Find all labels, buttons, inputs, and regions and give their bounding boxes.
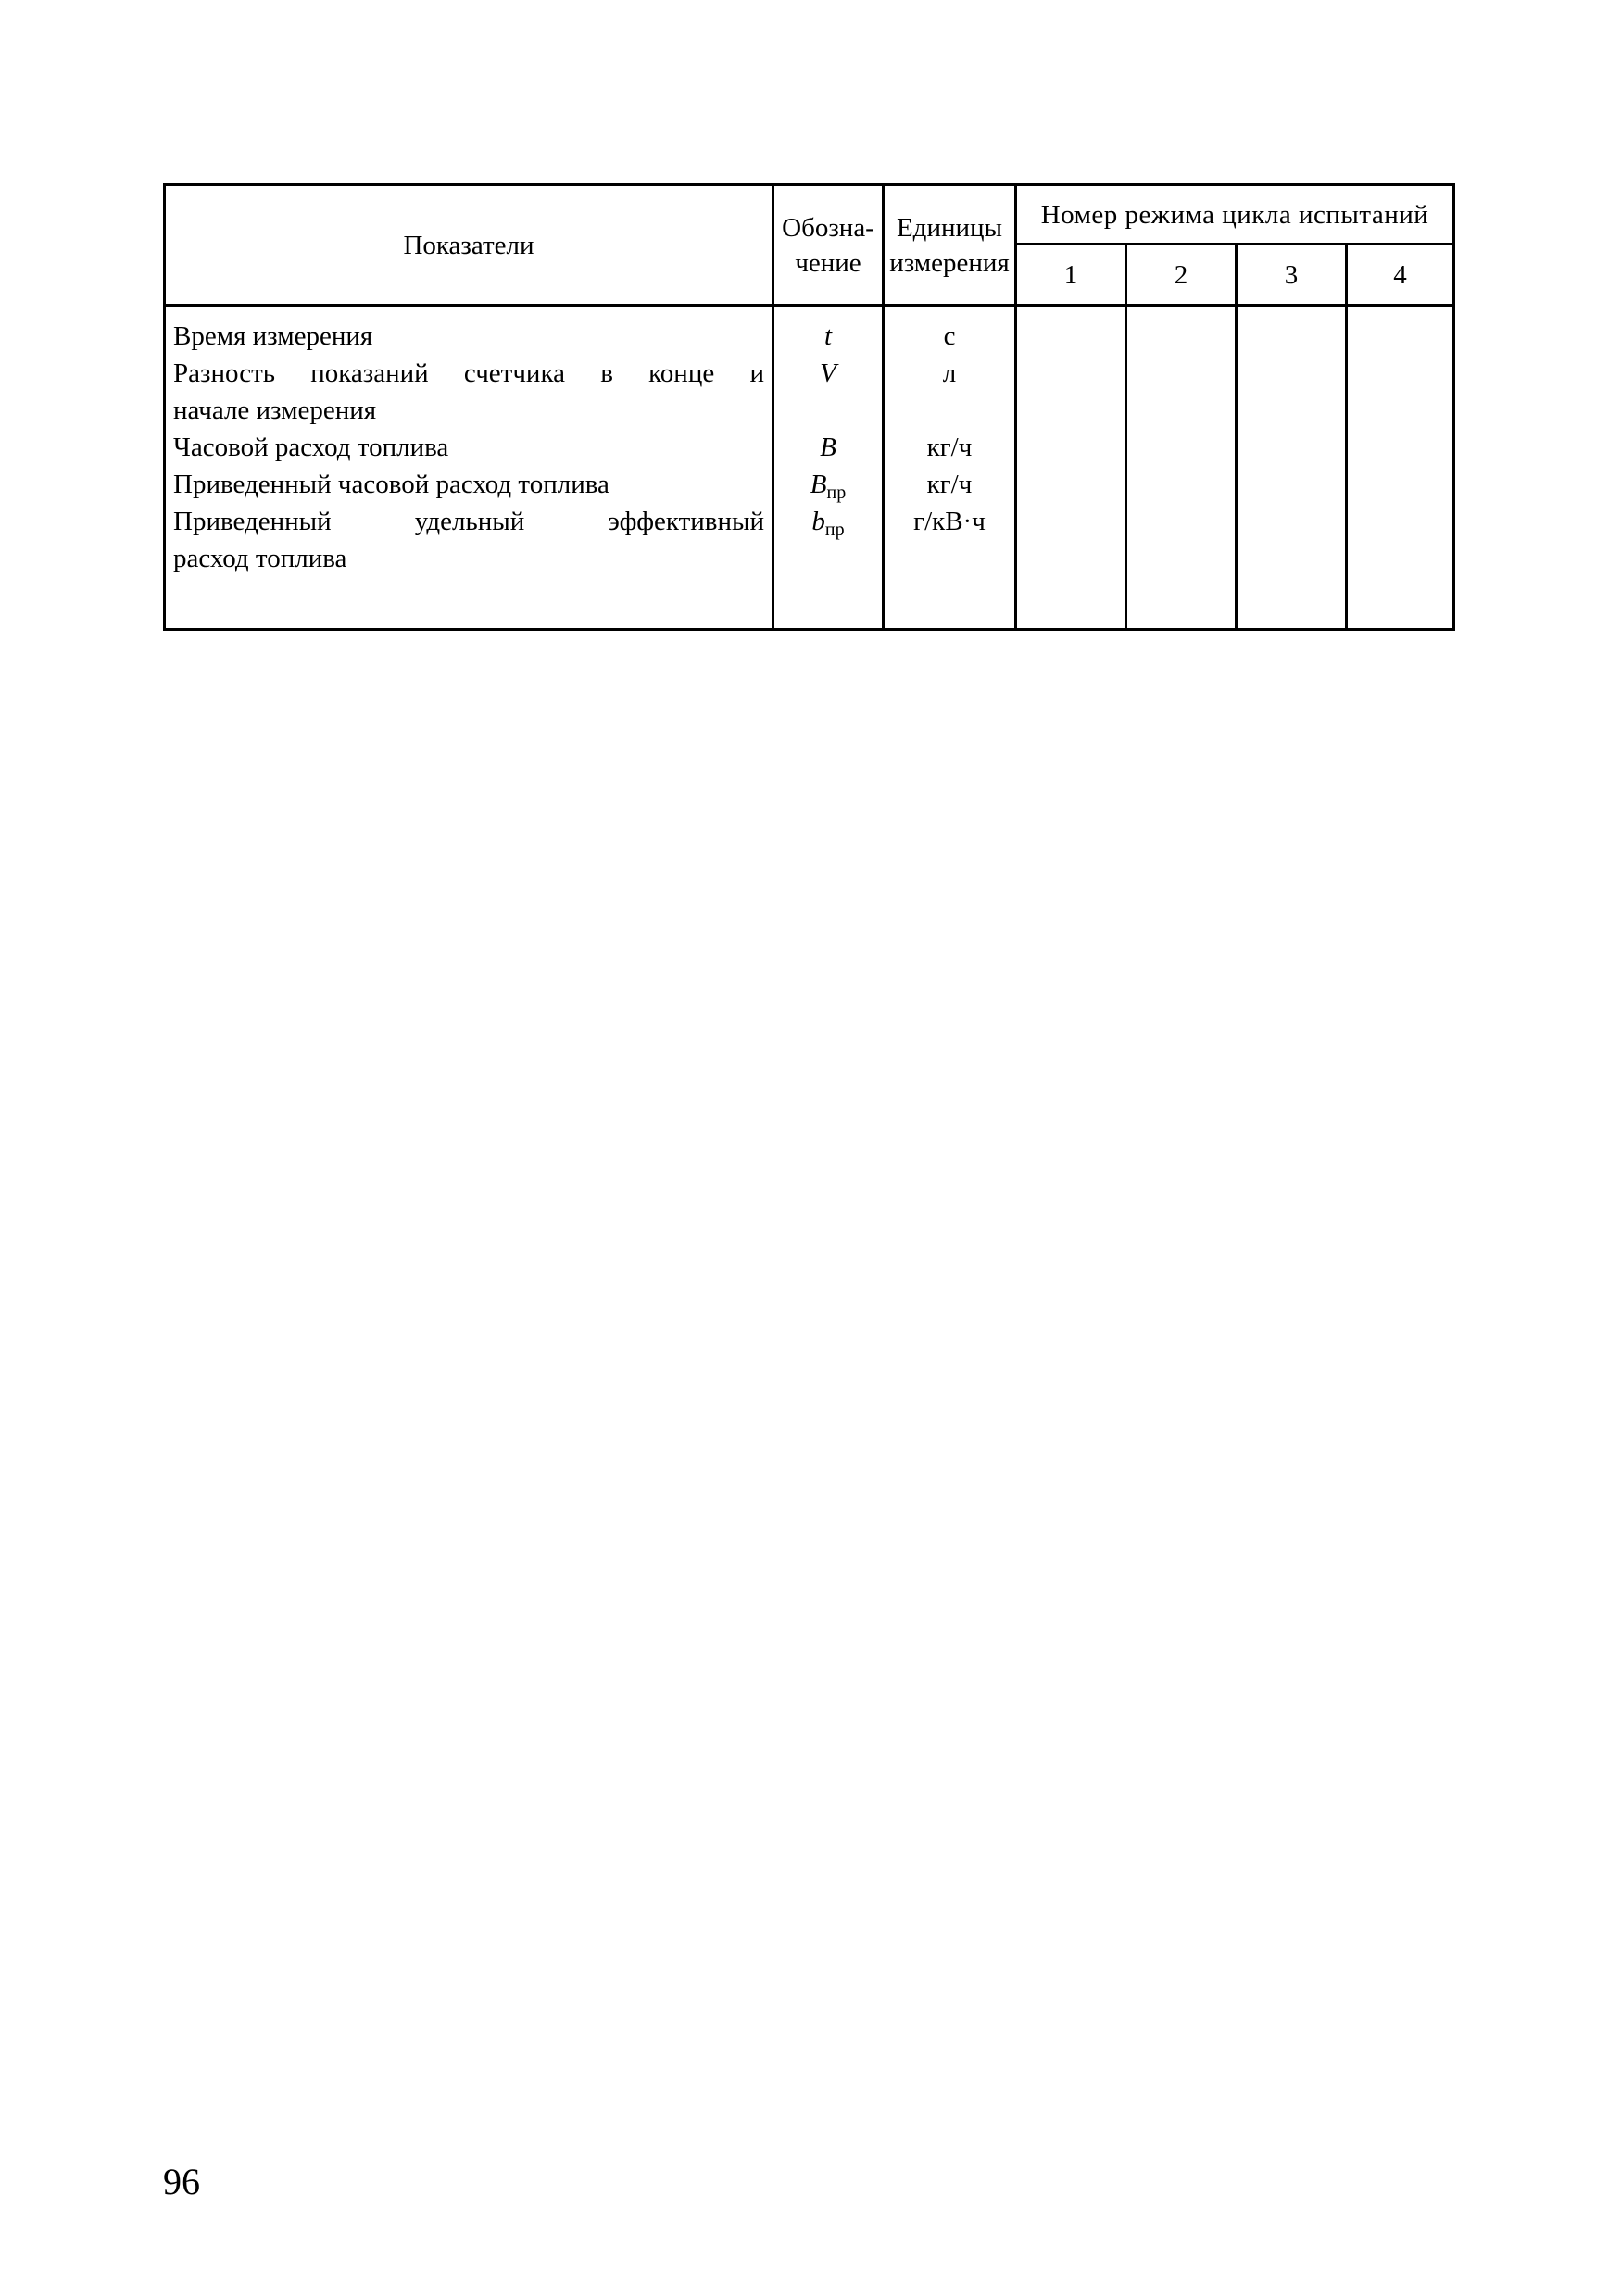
symbol	[774, 503, 882, 540]
header-designation-line-1: Обозна-	[782, 212, 874, 243]
table-body-row	[165, 306, 1454, 630]
header-designation	[773, 185, 884, 306]
symbols-cell	[773, 306, 884, 630]
symbol-subscript: пр	[824, 520, 845, 540]
mode-3-values-cell	[1237, 306, 1347, 630]
indicator-name-continued: начале измерения	[173, 395, 377, 425]
symbol-spacer	[774, 392, 882, 429]
fuel-consumption-table	[163, 183, 1455, 631]
unit: г/кВ·ч	[913, 507, 986, 536]
symbol	[774, 466, 882, 503]
indicator-name: Часовой расход топлива	[173, 433, 449, 462]
symbol	[774, 355, 882, 392]
header-mode-4: 4	[1347, 245, 1454, 306]
header-mode-1: 1	[1016, 245, 1126, 306]
header-designation-line-2: чение	[795, 247, 861, 278]
header-units	[884, 185, 1016, 306]
page-number: 96	[163, 2161, 200, 2202]
symbol-letter: B	[810, 470, 827, 499]
symbol-letter: B	[820, 433, 836, 462]
indicator-name: Приведенный удельный эффективный	[173, 507, 764, 536]
unit: с	[943, 321, 956, 351]
indicator-name-continued: расход топлива	[173, 544, 347, 573]
unit: л	[942, 358, 957, 388]
mode-4-values-cell	[1347, 306, 1454, 630]
indicator-names-cell	[165, 306, 773, 630]
unit: кг/ч	[926, 470, 973, 499]
header-mode-group: Номер режима цикла испытаний	[1016, 185, 1454, 245]
unit-spacer	[885, 392, 1014, 429]
header-mode-3: 3	[1237, 245, 1347, 306]
mode-2-values-cell	[1126, 306, 1237, 630]
unit: кг/ч	[926, 433, 973, 462]
units-cell	[884, 306, 1016, 630]
header-units-line-2: измерения	[889, 247, 1010, 278]
symbol-letter: t	[823, 321, 833, 351]
symbol	[774, 429, 882, 466]
symbol-letter: V	[820, 358, 836, 388]
indicator-name: Приведенный часовой расход топлива	[173, 470, 609, 499]
mode-1-values-cell	[1016, 306, 1126, 630]
symbol-letter: b	[811, 507, 825, 536]
header-units-line-1: Единицы	[896, 212, 1003, 243]
header-indicators: Показатели	[165, 185, 773, 306]
indicator-name: Время измерения	[173, 321, 373, 351]
indicator-name: Разность показаний счетчика в конце и	[173, 358, 764, 388]
header-mode-2: 2	[1126, 245, 1237, 306]
header-row	[165, 185, 1454, 245]
symbol-subscript: пр	[826, 483, 847, 503]
symbol	[774, 318, 882, 355]
